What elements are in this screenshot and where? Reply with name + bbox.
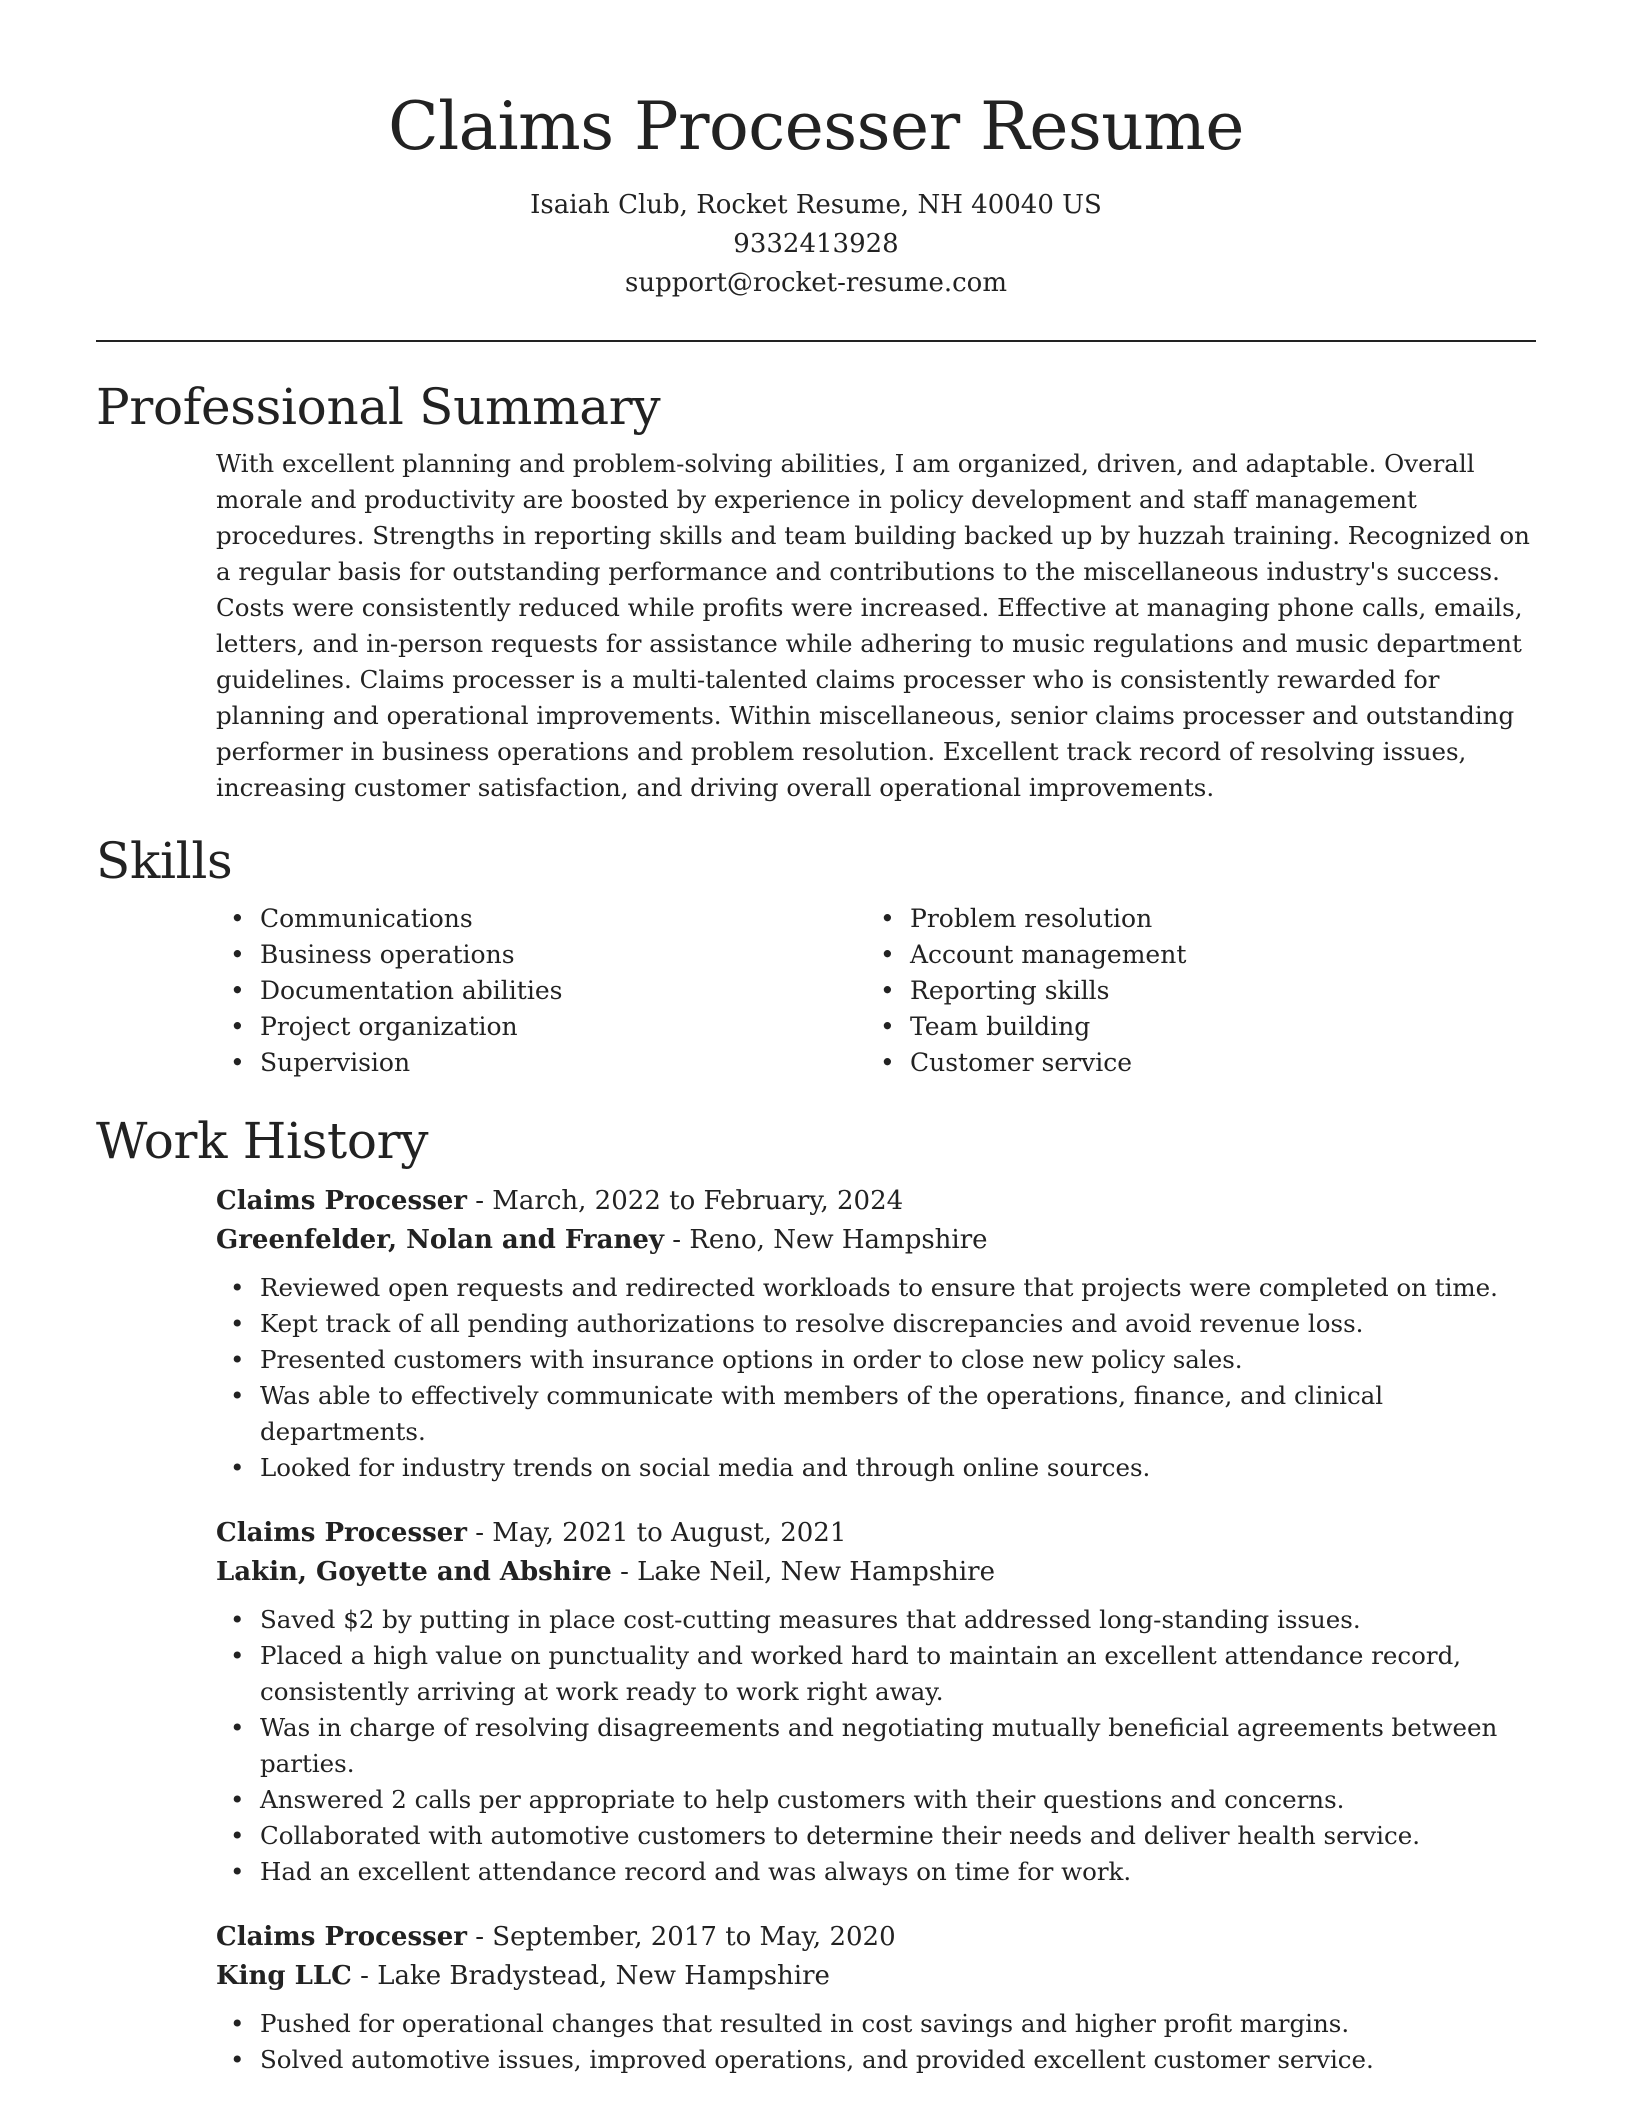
work-history-heading: Work History xyxy=(96,1112,429,1170)
job-role: Claims Processer xyxy=(216,1518,467,1548)
job-role: Claims Processer xyxy=(216,1922,467,1952)
job-company-line xyxy=(216,1553,1536,1592)
job-bullet: • Collaborated with automotive customers to determine their needs and deliver health service. xyxy=(216,1818,1536,1854)
job-company-line xyxy=(216,1957,1536,1996)
page-title: Claims Processer Resume xyxy=(388,88,1244,165)
work-history-section xyxy=(96,1110,1536,2078)
skill-item: • Team building xyxy=(866,1012,1516,1048)
job-bullets xyxy=(216,2006,1536,2078)
skills-section xyxy=(96,830,1536,1084)
job-entry xyxy=(216,1918,1536,2078)
job-title-line xyxy=(216,1514,1536,1553)
job-title-line xyxy=(216,1182,1536,1221)
job-bullet: • Answered 2 calls per appropriate to help customers with their questions and concerns. xyxy=(216,1782,1536,1818)
header-divider xyxy=(96,340,1536,342)
job-company-line xyxy=(216,1221,1536,1260)
job-dates: - May, 2021 to August, 2021 xyxy=(466,1518,847,1548)
skill-item: • Project organization xyxy=(216,1012,866,1048)
skills-list xyxy=(216,904,1536,1084)
contact-email: support@rocket-resume.com xyxy=(624,268,1007,298)
job-role: Claims Processer xyxy=(216,1186,467,1216)
skill-item: • Supervision xyxy=(216,1048,866,1084)
job-bullet: • Kept track of all pending authorizations to resolve discrepancies and avoid revenue loss. xyxy=(216,1306,1536,1342)
job-company: Lakin, Goyette and Abshire xyxy=(216,1557,612,1587)
job-bullet: • Had an excellent attendance record and was always on time for work. xyxy=(216,1854,1536,1890)
contact-address: Isaiah Club, Rocket Resume, NH 40040 US xyxy=(530,190,1102,220)
skill-item: • Documentation abilities xyxy=(216,976,866,1012)
contact-phone: 9332413928 xyxy=(733,229,899,259)
skill-item: • Communications xyxy=(216,904,866,940)
job-location: - Reno, New Hampshire xyxy=(664,1225,988,1255)
summary-text: With excellent planning and problem-solving abilities, I am organized, driven, and adaptable. Overall morale and productivity are boosted by experience in policy development and staff management procedures. Strengths in reporting skills and team building backed up by huzzah training. Recognized on a regular basis for outstanding performance and contributions to the miscellaneous industry's success. Costs were consistently reduced while profits were increased. Effective at managing phone calls, emails, letters, and in-person requests for assistance while adhering to music regulations and music department guidelines. Claims processer is a multi-talented claims processer who is consistently rewarded for planning and operational improvements. Within miscellaneous, senior claims processer and outstanding performer in business operations and problem resolution. Excellent track record of resolving issues, increasing customer satisfaction, and driving overall operational improvements. xyxy=(216,449,1530,802)
skill-item: • Reporting skills xyxy=(866,976,1516,1012)
job-bullet: • Looked for industry trends on social media and through online sources. xyxy=(216,1450,1536,1486)
skills-heading: Skills xyxy=(96,832,233,890)
job-company: Greenfelder, Nolan and Franey xyxy=(216,1225,664,1255)
contact-block xyxy=(96,186,1536,303)
job-location: - Lake Neil, New Hampshire xyxy=(611,1557,995,1587)
resume-page xyxy=(96,0,1536,2078)
job-bullet: • Solved automotive issues, improved operations, and provided excellent customer service. xyxy=(216,2042,1536,2078)
job-bullets xyxy=(216,1602,1536,1890)
job-bullet: • Pushed for operational changes that resulted in cost savings and higher profit margins. xyxy=(216,2006,1536,2042)
job-bullet: • Was able to effectively communicate with members of the operations, finance, and clinical departments. xyxy=(216,1378,1536,1450)
job-bullet: • Placed a high value on punctuality and worked hard to maintain an excellent attendance record, consistently arriving at work ready to work right away. xyxy=(216,1638,1536,1710)
job-entry xyxy=(216,1182,1536,1486)
job-bullet: • Was in charge of resolving disagreements and negotiating mutually beneficial agreements between parties. xyxy=(216,1710,1536,1782)
job-bullet: • Reviewed open requests and redirected workloads to ensure that projects were completed on time. xyxy=(216,1270,1536,1306)
job-entry xyxy=(216,1514,1536,1890)
job-bullet: • Saved $2 by putting in place cost-cutting measures that addressed long-standing issues. xyxy=(216,1602,1536,1638)
job-dates: - September, 2017 to May, 2020 xyxy=(466,1922,896,1952)
job-location: - Lake Bradystead, New Hampshire xyxy=(351,1961,830,1991)
skill-item: • Account management xyxy=(866,940,1516,976)
summary-section xyxy=(96,376,1536,806)
job-title-line xyxy=(216,1918,1536,1957)
job-dates: - March, 2022 to February, 2024 xyxy=(466,1186,904,1216)
summary-heading: Professional Summary xyxy=(96,378,661,436)
job-bullets xyxy=(216,1270,1536,1486)
job-bullet: • Presented customers with insurance options in order to close new policy sales. xyxy=(216,1342,1536,1378)
skill-item: • Business operations xyxy=(216,940,866,976)
job-company: King LLC xyxy=(216,1961,352,1991)
skill-item: • Problem resolution xyxy=(866,904,1516,940)
skill-item: • Customer service xyxy=(866,1048,1516,1084)
